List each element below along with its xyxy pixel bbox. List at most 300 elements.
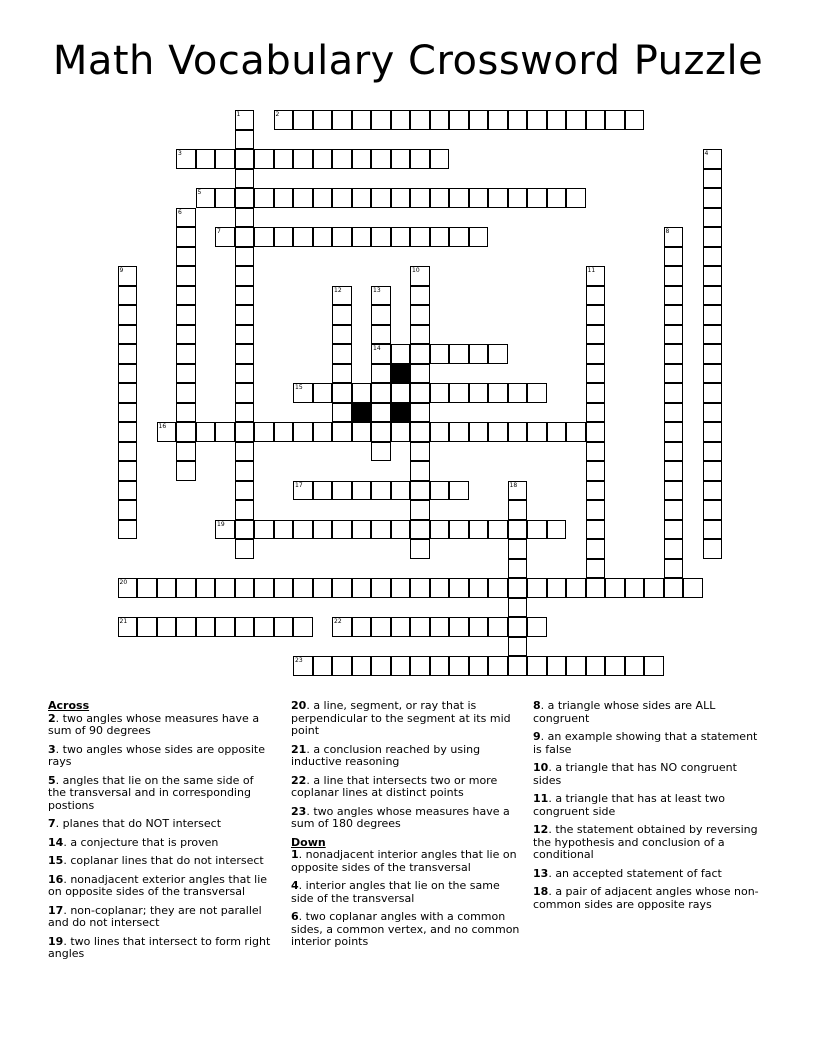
grid-cell[interactable] <box>703 520 723 540</box>
grid-cell[interactable] <box>410 481 430 501</box>
grid-cell[interactable] <box>449 188 469 208</box>
grid-cell[interactable] <box>235 208 255 228</box>
grid-cell[interactable] <box>508 481 528 501</box>
grid-cell[interactable] <box>703 325 723 345</box>
grid-cell[interactable] <box>176 286 196 306</box>
grid-cell[interactable] <box>430 422 450 442</box>
grid-cell[interactable] <box>566 422 586 442</box>
grid-cell[interactable] <box>391 227 411 247</box>
grid-cell[interactable] <box>176 403 196 423</box>
grid-cell[interactable] <box>176 325 196 345</box>
grid-cell[interactable] <box>371 481 391 501</box>
grid-cell[interactable] <box>664 559 684 579</box>
grid-cell[interactable] <box>391 344 411 364</box>
grid-cell[interactable] <box>371 403 391 423</box>
grid-cell[interactable] <box>469 110 489 130</box>
grid-cell[interactable] <box>274 188 294 208</box>
grid-cell[interactable] <box>118 325 138 345</box>
grid-cell[interactable] <box>410 656 430 676</box>
grid-cell[interactable] <box>176 149 196 169</box>
grid-cell[interactable] <box>566 188 586 208</box>
grid-cell[interactable] <box>332 325 352 345</box>
grid-cell[interactable] <box>371 578 391 598</box>
grid-cell[interactable] <box>469 617 489 637</box>
grid-cell[interactable] <box>371 364 391 384</box>
grid-cell[interactable] <box>566 578 586 598</box>
grid-cell[interactable] <box>527 383 547 403</box>
grid-cell[interactable] <box>605 578 625 598</box>
grid-cell[interactable] <box>683 578 703 598</box>
grid-cell[interactable] <box>352 149 372 169</box>
grid-cell[interactable] <box>118 403 138 423</box>
grid-cell[interactable] <box>664 520 684 540</box>
grid-cell[interactable] <box>176 247 196 267</box>
grid-cell[interactable] <box>137 617 157 637</box>
grid-cell[interactable] <box>664 325 684 345</box>
grid-cell[interactable] <box>332 188 352 208</box>
grid-cell[interactable] <box>313 578 333 598</box>
grid-cell[interactable] <box>254 617 274 637</box>
grid-cell[interactable] <box>488 344 508 364</box>
grid-cell[interactable] <box>176 461 196 481</box>
grid-cell[interactable] <box>274 520 294 540</box>
grid-cell[interactable] <box>410 286 430 306</box>
grid-cell[interactable] <box>449 422 469 442</box>
grid-cell[interactable] <box>391 520 411 540</box>
grid-cell[interactable] <box>703 539 723 559</box>
grid-cell[interactable] <box>410 325 430 345</box>
grid-cell[interactable] <box>664 344 684 364</box>
grid-cell[interactable] <box>547 422 567 442</box>
grid-cell[interactable] <box>703 344 723 364</box>
grid-cell[interactable] <box>430 344 450 364</box>
grid-cell[interactable] <box>196 578 216 598</box>
grid-cell[interactable] <box>449 344 469 364</box>
grid-cell[interactable] <box>586 520 606 540</box>
grid-cell[interactable] <box>157 422 177 442</box>
grid-cell[interactable] <box>488 188 508 208</box>
grid-cell[interactable] <box>313 520 333 540</box>
grid-cell[interactable] <box>235 325 255 345</box>
grid-cell[interactable] <box>449 481 469 501</box>
grid-cell[interactable] <box>332 383 352 403</box>
grid-cell[interactable] <box>352 578 372 598</box>
grid-cell[interactable] <box>332 110 352 130</box>
grid-cell[interactable] <box>313 188 333 208</box>
grid-cell[interactable] <box>508 520 528 540</box>
grid-cell[interactable] <box>527 110 547 130</box>
grid-cell[interactable] <box>215 578 235 598</box>
grid-cell[interactable] <box>527 617 547 637</box>
grid-cell[interactable] <box>293 578 313 598</box>
grid-cell[interactable] <box>118 344 138 364</box>
grid-cell[interactable] <box>703 188 723 208</box>
grid-cell[interactable] <box>449 578 469 598</box>
grid-cell[interactable] <box>488 110 508 130</box>
grid-cell[interactable] <box>352 520 372 540</box>
grid-cell[interactable] <box>664 364 684 384</box>
grid-cell[interactable] <box>664 461 684 481</box>
grid-cell[interactable] <box>371 227 391 247</box>
grid-cell[interactable] <box>664 286 684 306</box>
grid-cell[interactable] <box>664 266 684 286</box>
grid-cell[interactable] <box>371 656 391 676</box>
grid-cell[interactable] <box>235 344 255 364</box>
grid-cell[interactable] <box>410 520 430 540</box>
grid-cell[interactable] <box>469 188 489 208</box>
grid-cell[interactable] <box>703 481 723 501</box>
grid-cell[interactable] <box>391 110 411 130</box>
grid-cell[interactable] <box>118 305 138 325</box>
grid-cell[interactable] <box>410 578 430 598</box>
grid-cell[interactable] <box>527 656 547 676</box>
grid-cell[interactable] <box>254 188 274 208</box>
grid-cell[interactable] <box>430 149 450 169</box>
grid-cell[interactable] <box>313 481 333 501</box>
grid-cell[interactable] <box>332 481 352 501</box>
grid-cell[interactable] <box>410 227 430 247</box>
grid-cell[interactable] <box>703 364 723 384</box>
grid-cell[interactable] <box>235 617 255 637</box>
grid-cell[interactable] <box>176 578 196 598</box>
grid-cell[interactable] <box>508 422 528 442</box>
grid-cell[interactable] <box>547 656 567 676</box>
grid-cell[interactable] <box>508 539 528 559</box>
grid-cell[interactable] <box>664 500 684 520</box>
grid-cell[interactable] <box>235 227 255 247</box>
grid-cell[interactable] <box>586 461 606 481</box>
grid-cell[interactable] <box>605 656 625 676</box>
grid-cell[interactable] <box>488 656 508 676</box>
grid-cell[interactable] <box>235 286 255 306</box>
grid-cell[interactable] <box>235 403 255 423</box>
grid-cell[interactable] <box>410 403 430 423</box>
grid-cell[interactable] <box>352 656 372 676</box>
grid-cell[interactable] <box>254 149 274 169</box>
grid-cell[interactable] <box>293 110 313 130</box>
grid-cell[interactable] <box>274 578 294 598</box>
grid-cell[interactable] <box>430 227 450 247</box>
grid-cell[interactable] <box>566 656 586 676</box>
grid-cell[interactable] <box>410 500 430 520</box>
grid-cell[interactable] <box>176 617 196 637</box>
grid-cell[interactable] <box>703 149 723 169</box>
grid-cell[interactable] <box>196 617 216 637</box>
grid-cell[interactable] <box>449 520 469 540</box>
grid-cell[interactable] <box>703 500 723 520</box>
grid-cell[interactable] <box>391 656 411 676</box>
grid-cell[interactable] <box>235 188 255 208</box>
grid-cell[interactable] <box>391 383 411 403</box>
grid-cell[interactable] <box>176 227 196 247</box>
grid-cell[interactable] <box>703 403 723 423</box>
grid-cell[interactable] <box>293 149 313 169</box>
grid-cell[interactable] <box>508 559 528 579</box>
grid-cell[interactable] <box>137 578 157 598</box>
grid-cell[interactable] <box>703 208 723 228</box>
grid-cell[interactable] <box>566 110 586 130</box>
grid-cell[interactable] <box>176 422 196 442</box>
grid-cell[interactable] <box>118 500 138 520</box>
grid-cell[interactable] <box>527 188 547 208</box>
grid-cell[interactable] <box>625 110 645 130</box>
grid-cell[interactable] <box>703 383 723 403</box>
grid-cell[interactable] <box>430 578 450 598</box>
grid-cell[interactable] <box>449 617 469 637</box>
grid-cell[interactable] <box>274 422 294 442</box>
grid-cell[interactable] <box>449 110 469 130</box>
grid-cell[interactable] <box>449 383 469 403</box>
grid-cell[interactable] <box>352 617 372 637</box>
grid-cell[interactable] <box>703 169 723 189</box>
grid-cell[interactable] <box>118 442 138 462</box>
grid-cell[interactable] <box>508 188 528 208</box>
grid-cell[interactable] <box>235 481 255 501</box>
grid-cell[interactable] <box>527 578 547 598</box>
grid-cell[interactable] <box>586 578 606 598</box>
grid-cell[interactable] <box>215 422 235 442</box>
grid-cell[interactable] <box>235 149 255 169</box>
grid-cell[interactable] <box>313 656 333 676</box>
grid-cell[interactable] <box>703 305 723 325</box>
grid-cell[interactable] <box>469 227 489 247</box>
grid-cell[interactable] <box>235 247 255 267</box>
grid-cell[interactable] <box>254 578 274 598</box>
grid-cell[interactable] <box>313 422 333 442</box>
grid-cell[interactable] <box>410 461 430 481</box>
grid-cell[interactable] <box>332 617 352 637</box>
grid-cell[interactable] <box>254 520 274 540</box>
grid-cell[interactable] <box>196 188 216 208</box>
grid-cell[interactable] <box>488 617 508 637</box>
grid-cell[interactable] <box>293 188 313 208</box>
grid-cell[interactable] <box>352 422 372 442</box>
grid-cell[interactable] <box>176 383 196 403</box>
grid-cell[interactable] <box>332 286 352 306</box>
grid-cell[interactable] <box>235 520 255 540</box>
grid-cell[interactable] <box>644 578 664 598</box>
grid-cell[interactable] <box>664 383 684 403</box>
grid-cell[interactable] <box>508 598 528 618</box>
grid-cell[interactable] <box>586 442 606 462</box>
grid-cell[interactable] <box>664 227 684 247</box>
grid-cell[interactable] <box>371 422 391 442</box>
grid-cell[interactable] <box>371 520 391 540</box>
grid-cell[interactable] <box>215 617 235 637</box>
grid-cell[interactable] <box>625 578 645 598</box>
grid-cell[interactable] <box>313 227 333 247</box>
grid-cell[interactable] <box>332 403 352 423</box>
grid-cell[interactable] <box>332 578 352 598</box>
grid-cell[interactable] <box>371 442 391 462</box>
grid-cell[interactable] <box>215 149 235 169</box>
grid-cell[interactable] <box>664 403 684 423</box>
grid-cell[interactable] <box>527 520 547 540</box>
grid-cell[interactable] <box>547 110 567 130</box>
grid-cell[interactable] <box>274 617 294 637</box>
grid-cell[interactable] <box>371 149 391 169</box>
grid-cell[interactable] <box>586 305 606 325</box>
grid-cell[interactable] <box>469 656 489 676</box>
grid-cell[interactable] <box>508 637 528 657</box>
grid-cell[interactable] <box>664 422 684 442</box>
grid-cell[interactable] <box>508 617 528 637</box>
grid-cell[interactable] <box>352 383 372 403</box>
grid-cell[interactable] <box>586 364 606 384</box>
grid-cell[interactable] <box>586 422 606 442</box>
grid-cell[interactable] <box>157 578 177 598</box>
grid-cell[interactable] <box>703 247 723 267</box>
grid-cell[interactable] <box>332 149 352 169</box>
grid-cell[interactable] <box>235 130 255 150</box>
grid-cell[interactable] <box>644 656 664 676</box>
grid-cell[interactable] <box>371 305 391 325</box>
grid-cell[interactable] <box>235 442 255 462</box>
grid-cell[interactable] <box>410 383 430 403</box>
grid-cell[interactable] <box>586 403 606 423</box>
grid-cell[interactable] <box>235 169 255 189</box>
grid-cell[interactable] <box>527 422 547 442</box>
grid-cell[interactable] <box>547 188 567 208</box>
grid-cell[interactable] <box>176 266 196 286</box>
grid-cell[interactable] <box>430 617 450 637</box>
grid-cell[interactable] <box>605 110 625 130</box>
grid-cell[interactable] <box>410 266 430 286</box>
grid-cell[interactable] <box>274 227 294 247</box>
grid-cell[interactable] <box>371 286 391 306</box>
grid-cell[interactable] <box>586 559 606 579</box>
grid-cell[interactable] <box>664 578 684 598</box>
grid-cell[interactable] <box>215 188 235 208</box>
grid-cell[interactable] <box>586 286 606 306</box>
grid-cell[interactable] <box>313 383 333 403</box>
grid-cell[interactable] <box>274 110 294 130</box>
grid-cell[interactable] <box>703 442 723 462</box>
grid-cell[interactable] <box>254 422 274 442</box>
grid-cell[interactable] <box>410 364 430 384</box>
grid-cell[interactable] <box>313 110 333 130</box>
grid-cell[interactable] <box>508 500 528 520</box>
grid-cell[interactable] <box>118 266 138 286</box>
grid-cell[interactable] <box>352 227 372 247</box>
grid-cell[interactable] <box>118 383 138 403</box>
grid-cell[interactable] <box>488 520 508 540</box>
grid-cell[interactable] <box>391 149 411 169</box>
grid-cell[interactable] <box>430 481 450 501</box>
grid-cell[interactable] <box>547 578 567 598</box>
grid-cell[interactable] <box>547 520 567 540</box>
grid-cell[interactable] <box>664 305 684 325</box>
grid-cell[interactable] <box>254 227 274 247</box>
grid-cell[interactable] <box>157 617 177 637</box>
grid-cell[interactable] <box>430 520 450 540</box>
grid-cell[interactable] <box>332 520 352 540</box>
grid-cell[interactable] <box>703 266 723 286</box>
grid-cell[interactable] <box>352 110 372 130</box>
grid-cell[interactable] <box>118 461 138 481</box>
grid-cell[interactable] <box>508 383 528 403</box>
grid-cell[interactable] <box>293 617 313 637</box>
grid-cell[interactable] <box>118 617 138 637</box>
grid-cell[interactable] <box>488 422 508 442</box>
grid-cell[interactable] <box>293 422 313 442</box>
grid-cell[interactable] <box>430 110 450 130</box>
grid-cell[interactable] <box>371 188 391 208</box>
grid-cell[interactable] <box>371 344 391 364</box>
grid-cell[interactable] <box>410 539 430 559</box>
grid-cell[interactable] <box>235 266 255 286</box>
grid-cell[interactable] <box>410 305 430 325</box>
grid-cell[interactable] <box>410 188 430 208</box>
grid-cell[interactable] <box>215 227 235 247</box>
grid-cell[interactable] <box>469 383 489 403</box>
grid-cell[interactable] <box>332 344 352 364</box>
grid-cell[interactable] <box>664 481 684 501</box>
grid-cell[interactable] <box>469 344 489 364</box>
grid-cell[interactable] <box>118 286 138 306</box>
grid-cell[interactable] <box>410 617 430 637</box>
grid-cell[interactable] <box>410 149 430 169</box>
grid-cell[interactable] <box>430 188 450 208</box>
grid-cell[interactable] <box>352 481 372 501</box>
grid-cell[interactable] <box>449 227 469 247</box>
grid-cell[interactable] <box>371 617 391 637</box>
grid-cell[interactable] <box>391 188 411 208</box>
grid-cell[interactable] <box>235 578 255 598</box>
grid-cell[interactable] <box>586 325 606 345</box>
grid-cell[interactable] <box>586 383 606 403</box>
grid-cell[interactable] <box>586 266 606 286</box>
grid-cell[interactable] <box>235 364 255 384</box>
grid-cell[interactable] <box>235 461 255 481</box>
grid-cell[interactable] <box>703 422 723 442</box>
grid-cell[interactable] <box>391 617 411 637</box>
grid-cell[interactable] <box>176 344 196 364</box>
grid-cell[interactable] <box>703 286 723 306</box>
grid-cell[interactable] <box>332 656 352 676</box>
grid-cell[interactable] <box>235 422 255 442</box>
grid-cell[interactable] <box>176 305 196 325</box>
grid-cell[interactable] <box>176 208 196 228</box>
grid-cell[interactable] <box>410 442 430 462</box>
grid-cell[interactable] <box>410 110 430 130</box>
grid-cell[interactable] <box>391 481 411 501</box>
grid-cell[interactable] <box>215 520 235 540</box>
grid-cell[interactable] <box>430 383 450 403</box>
grid-cell[interactable] <box>332 305 352 325</box>
grid-cell[interactable] <box>664 539 684 559</box>
grid-cell[interactable] <box>235 305 255 325</box>
grid-cell[interactable] <box>274 149 294 169</box>
grid-cell[interactable] <box>703 227 723 247</box>
grid-cell[interactable] <box>293 520 313 540</box>
grid-cell[interactable] <box>332 364 352 384</box>
grid-cell[interactable] <box>118 578 138 598</box>
grid-cell[interactable] <box>118 520 138 540</box>
grid-cell[interactable] <box>410 344 430 364</box>
grid-cell[interactable] <box>293 656 313 676</box>
grid-cell[interactable] <box>196 149 216 169</box>
grid-cell[interactable] <box>118 481 138 501</box>
grid-cell[interactable] <box>586 481 606 501</box>
grid-cell[interactable] <box>430 656 450 676</box>
grid-cell[interactable] <box>235 539 255 559</box>
grid-cell[interactable] <box>508 656 528 676</box>
grid-cell[interactable] <box>196 422 216 442</box>
grid-cell[interactable] <box>118 422 138 442</box>
grid-cell[interactable] <box>293 383 313 403</box>
grid-cell[interactable] <box>508 578 528 598</box>
